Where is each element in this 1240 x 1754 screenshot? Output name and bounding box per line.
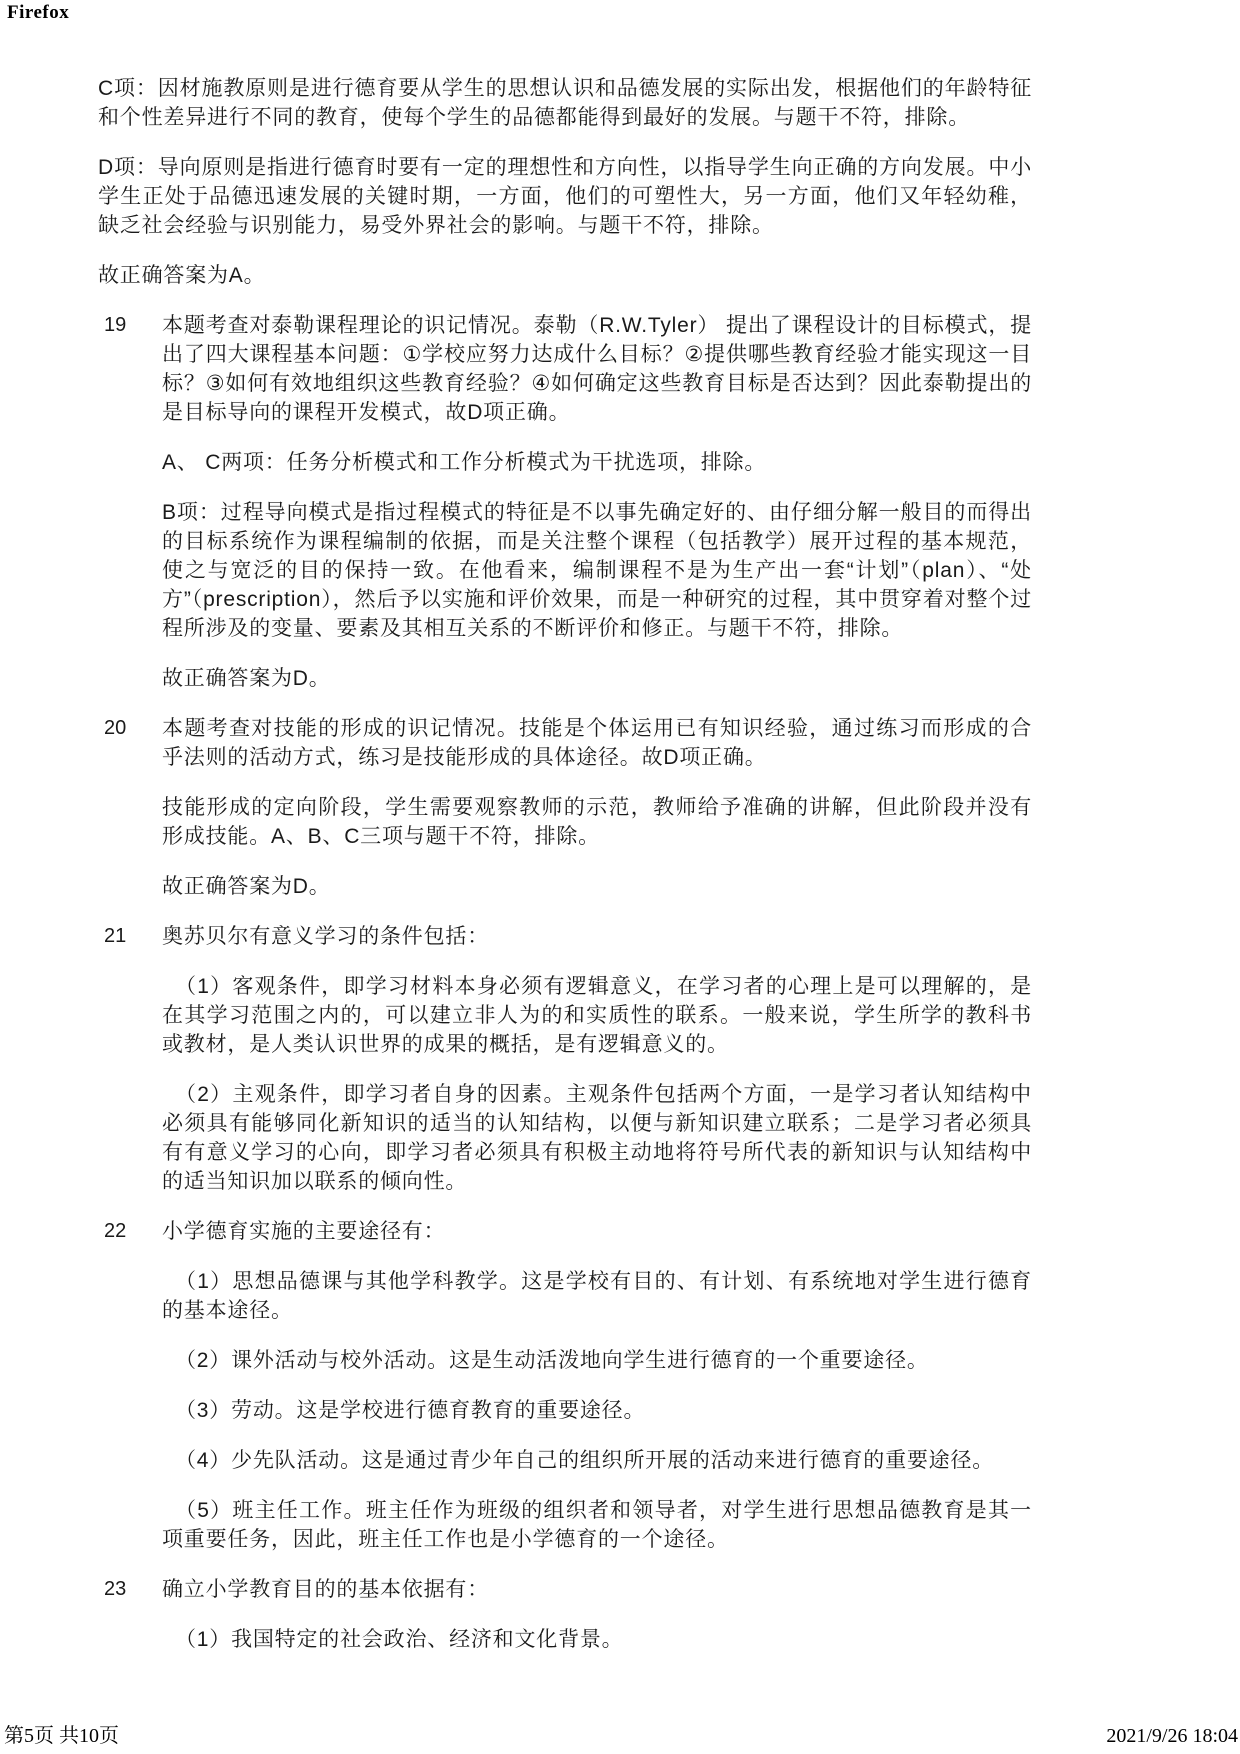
- question-item-20: [98, 714, 1032, 922]
- intro-paragraphs: [98, 74, 1032, 290]
- item-paragraph: （2）主观条件，即学习者自身的因素。主观条件包括两个方面，一是学习者认知结构中必须具有能够同化新知识的适当的认知结构，以便与新知识建立联系；二是学习者必须具有有意义学习的心向，即学习者必须具有积极主动地将符号所代表的新知识与认知结构中的适当知识加以联系的倾向性。: [162, 1083, 1032, 1193]
- print-header-title: Firefox: [7, 2, 70, 23]
- question-item-23: [98, 1575, 1032, 1675]
- item-number: 23: [104, 1578, 127, 1600]
- item-body: [162, 714, 1032, 922]
- item-paragraph: 确立小学教育目的的基本依据有：: [162, 1578, 489, 1601]
- item-paragraph: （3）劳动。这是学校进行德育教育的重要途径。: [175, 1399, 646, 1422]
- document-content: [98, 74, 1032, 1675]
- answer-paragraph: 故正确答案为A。: [98, 264, 266, 287]
- item-body: [162, 1575, 1032, 1675]
- question-item-19: [98, 311, 1032, 714]
- item-paragraph: 技能形成的定向阶段，学生需要观察教师的示范，教师给予准确的讲解，但此阶段并没有形成技能。A、B、C三项与题干不符，排除。: [162, 796, 1032, 848]
- print-timestamp: 2021/9/26 18:04: [1106, 1725, 1238, 1747]
- item-paragraph: A、 C两项：任务分析模式和工作分析模式为干扰选项，排除。: [162, 451, 767, 474]
- item-number: 21: [104, 925, 127, 947]
- item-paragraph: （4）少先队活动。这是通过青少年自己的组织所开展的活动来进行德育的重要途径。: [175, 1449, 995, 1472]
- item-paragraph: 故正确答案为D。: [162, 875, 331, 898]
- item-paragraph: （1）客观条件，即学习材料本身必须有逻辑意义，在学习者的心理上是可以理解的，是在其学习范围之内的，可以建立非人为的和实质性的联系。一般来说，学生所学的教科书或教材，是人类认识世界的成果的概括，是有逻辑意义的。: [162, 975, 1032, 1056]
- item-paragraph: 奥苏贝尔有意义学习的条件包括：: [162, 925, 489, 948]
- item-number: 20: [104, 717, 127, 739]
- item-body: [162, 922, 1032, 1217]
- item-paragraph: 故正确答案为D。: [162, 667, 331, 690]
- item-paragraph: （5）班主任工作。班主任作为班级的组织者和领导者，对学生进行思想品德教育是其一项重要任务，因此，班主任工作也是小学德育的一个途径。: [162, 1499, 1032, 1551]
- item-body: [162, 311, 1032, 714]
- item-paragraph: 本题考查对泰勒课程理论的识记情况。泰勒（R.W.Tyler） 提出了课程设计的目标模式，提出了四大课程基本问题：①学校应努力达成什么目标？②提供哪些教育经验才能实现这一目标？③如何有效地组织这些教育经验？④如何确定这些教育目标是否达到？因此泰勒提出的是目标导向的课程开发模式，故D项正确。: [162, 314, 1032, 424]
- item-paragraph: （1）我国特定的社会政治、经济和文化背景。: [175, 1628, 624, 1651]
- question-item-21: [98, 922, 1032, 1217]
- page-number: 第5页 共10页: [4, 1725, 119, 1747]
- item-number: 22: [104, 1220, 127, 1242]
- item-paragraph: （1）思想品德课与其他学科教学。这是学校有目的、有计划、有系统地对学生进行德育的基本途径。: [162, 1270, 1032, 1322]
- numbered-items: [98, 311, 1032, 1675]
- item-paragraph: 小学德育实施的主要途径有：: [162, 1220, 446, 1243]
- item-paragraph: 本题考查对技能的形成的识记情况。技能是个体运用已有知识经验，通过练习而形成的合乎法则的活动方式，练习是技能形成的具体途径。故D项正确。: [162, 717, 1032, 769]
- question-item-22: [98, 1217, 1032, 1575]
- item-paragraph: B项：过程导向模式是指过程模式的特征是不以事先确定好的、由仔细分解一般目的而得出的目标系统作为课程编制的依据，而是关注整个课程（包括教学）展开过程的基本规范，使之与宽泛的目的保持一致。在他看来，编制课程不是为生产出一套“计划”（plan）、“处方”（prescription），然后予以实施和评价效果，而是一种研究的过程，其中贯穿着对整个过程所涉及的变量、要素及其相互关系的不断评价和修正。与题干不符，排除。: [162, 501, 1032, 640]
- item-body: [162, 1217, 1032, 1575]
- answer-paragraph: D项：导向原则是指进行德育时要有一定的理想性和方向性，以指导学生向正确的方向发展。中小学生正处于品德迅速发展的关键时期，一方面，他们的可塑性大，另一方面，他们又年轻幼稚，缺乏社会经验与识别能力，易受外界社会的影响。与题干不符，排除。: [98, 156, 1032, 237]
- item-paragraph: （2）课外活动与校外活动。这是生动活泼地向学生进行德育的一个重要途径。: [175, 1349, 929, 1372]
- item-number: 19: [104, 314, 127, 336]
- answer-paragraph: C项：因材施教原则是进行德育要从学生的思想认识和品德发展的实际出发，根据他们的年龄特征和个性差异进行不同的教育，使每个学生的品德都能得到最好的发展。与题干不符，排除。: [98, 77, 1032, 129]
